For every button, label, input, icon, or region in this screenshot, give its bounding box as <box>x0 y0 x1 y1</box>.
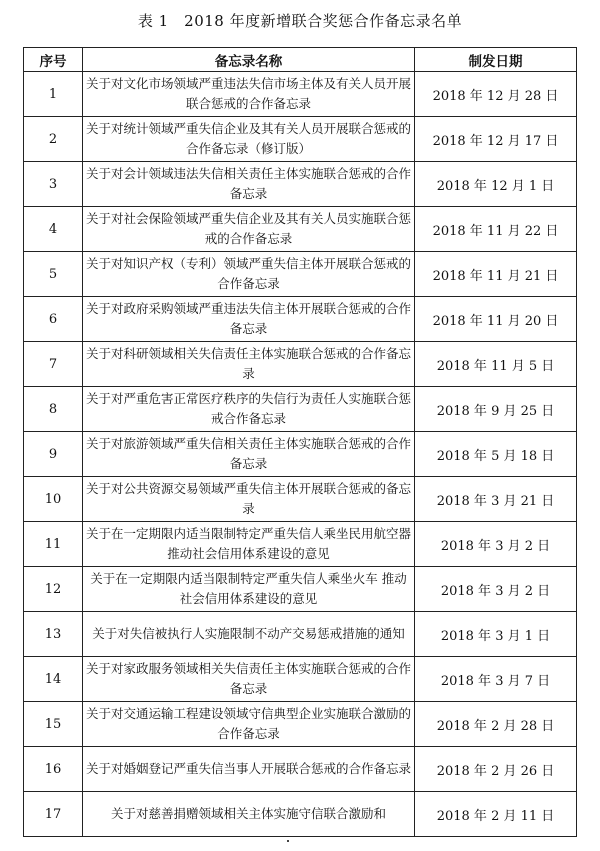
cell-no: 15 <box>24 702 83 747</box>
cell-date: 2018 年 3 月 2 日 <box>415 522 577 567</box>
cell-no: 14 <box>24 657 83 702</box>
cell-no: 4 <box>24 207 83 252</box>
cell-no: 12 <box>24 567 83 612</box>
header-date: 制发日期 <box>415 48 577 72</box>
cell-name: 关于对严重危害正常医疗秩序的失信行为责任人实施联合惩戒合作备忘录 <box>83 387 415 432</box>
cell-name: 关于对知识产权（专利）领域严重失信主体开展联合惩戒的合作备忘录 <box>83 252 415 297</box>
cell-name: 关于对会计领域违法失信相关责任主体实施联合惩戒的合作备忘录 <box>83 162 415 207</box>
cell-date: 2018 年 12 月 28 日 <box>415 72 577 117</box>
cell-no: 10 <box>24 477 83 522</box>
table-row <box>24 207 577 252</box>
cell-no: 6 <box>24 297 83 342</box>
cell-no: 17 <box>24 792 83 837</box>
cell-date: 2018 年 3 月 21 日 <box>415 477 577 522</box>
cell-name: 关于在一定期限内适当限制特定严重失信人乘坐火车 推动社会信用体系建设的意见 <box>83 567 415 612</box>
cell-date: 2018 年 3 月 7 日 <box>415 657 577 702</box>
cell-no: 16 <box>24 747 83 792</box>
cell-name: 关于对失信被执行人实施限制不动产交易惩戒措施的通知 <box>83 612 415 657</box>
cell-name: 关于对文化市场领域严重违法失信市场主体及有关人员开展联合惩戒的合作备忘录 <box>83 72 415 117</box>
memorandum-table <box>23 47 577 837</box>
cell-no: 1 <box>24 72 83 117</box>
cell-date: 2018 年 11 月 21 日 <box>415 252 577 297</box>
cell-date: 2018 年 11 月 22 日 <box>415 207 577 252</box>
cell-no: 9 <box>24 432 83 477</box>
cell-date: 2018 年 2 月 11 日 <box>415 792 577 837</box>
table-body <box>24 72 577 837</box>
cell-date: 2018 年 3 月 2 日 <box>415 567 577 612</box>
table-row <box>24 747 577 792</box>
table-row <box>24 387 577 432</box>
cell-date: 2018 年 12 月 17 日 <box>415 117 577 162</box>
cell-name: 关于对交通运输工程建设领域守信典型企业实施联合激励的合作备忘录 <box>83 702 415 747</box>
cell-name: 关于对旅游领域严重失信相关责任主体实施联合惩戒的合作备忘录 <box>83 432 415 477</box>
cell-date: 2018 年 11 月 20 日 <box>415 297 577 342</box>
table-row <box>24 792 577 837</box>
table-row <box>24 612 577 657</box>
table-row <box>24 117 577 162</box>
cell-name: 关于对家政服务领域相关失信责任主体实施联合惩戒的合作备忘录 <box>83 657 415 702</box>
table-row <box>24 702 577 747</box>
cell-date: 2018 年 2 月 28 日 <box>415 702 577 747</box>
cell-no: 3 <box>24 162 83 207</box>
table-header-row <box>24 48 577 72</box>
table-row <box>24 477 577 522</box>
table-row <box>24 72 577 117</box>
cell-date: 2018 年 11 月 5 日 <box>415 342 577 387</box>
cell-name: 关于对政府采购领域严重违法失信主体开展联合惩戒的合作备忘录 <box>83 297 415 342</box>
cell-name: 关于对科研领域相关失信责任主体实施联合惩戒的合作备忘录 <box>83 342 415 387</box>
cell-no: 8 <box>24 387 83 432</box>
cell-date: 2018 年 2 月 26 日 <box>415 747 577 792</box>
header-no: 序号 <box>24 48 83 72</box>
table-row <box>24 432 577 477</box>
cell-name: 关于对公共资源交易领域严重失信主体开展联合惩戒的备忘录 <box>83 477 415 522</box>
cell-name: 关于对婚姻登记严重失信当事人开展联合惩戒的合作备忘录 <box>83 747 415 792</box>
cell-name: 关于对慈善捐赠领域相关主体实施守信联合激励和 <box>83 792 415 837</box>
cell-name: 关于对统计领域严重失信企业及其有关人员开展联合惩戒的合作备忘录（修订版） <box>83 117 415 162</box>
cell-date: 2018 年 12 月 1 日 <box>415 162 577 207</box>
cell-date: 2018 年 5 月 18 日 <box>415 432 577 477</box>
cell-no: 13 <box>24 612 83 657</box>
table-row <box>24 297 577 342</box>
cell-no: 7 <box>24 342 83 387</box>
table-row <box>24 342 577 387</box>
cell-date: 2018 年 3 月 1 日 <box>415 612 577 657</box>
page-mark <box>287 840 289 842</box>
table-title: 表 1 2018 年度新增联合奖惩合作备忘录名单 <box>137 12 463 30</box>
cell-no: 5 <box>24 252 83 297</box>
cell-no: 2 <box>24 117 83 162</box>
header-name: 备忘录名称 <box>83 48 415 72</box>
table-row <box>24 162 577 207</box>
table-row <box>24 522 577 567</box>
cell-date: 2018 年 9 月 25 日 <box>415 387 577 432</box>
cell-name: 关于对社会保险领域严重失信企业及其有关人员实施联合惩戒的合作备忘录 <box>83 207 415 252</box>
cell-no: 11 <box>24 522 83 567</box>
cell-name: 关于在一定期限内适当限制特定严重失信人乘坐民用航空器 推动社会信用体系建设的意见 <box>83 522 415 567</box>
table-row <box>24 252 577 297</box>
table-row <box>24 657 577 702</box>
table-row <box>24 567 577 612</box>
